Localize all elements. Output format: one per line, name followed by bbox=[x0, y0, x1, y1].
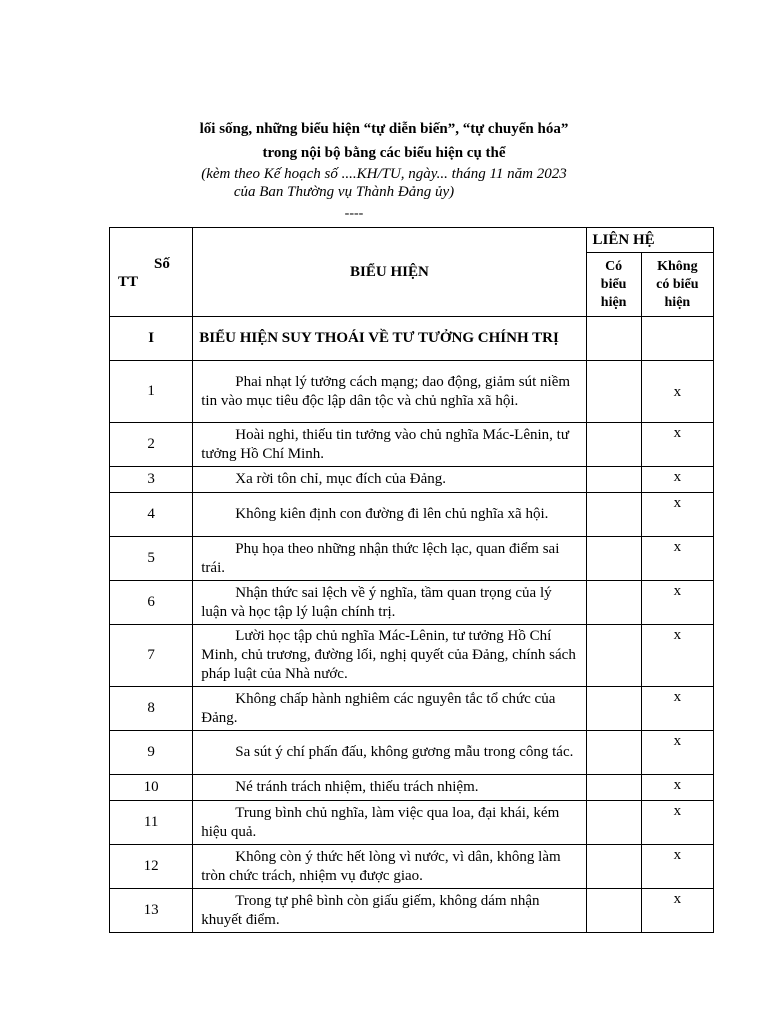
row-description: Lười học tập chủ nghĩa Mác-Lênin, tư tưởng Hồ Chí Minh, chủ trương, đường lối, nghị quyết của Đảng, chính sách pháp luật của Nhà nước. bbox=[193, 625, 586, 687]
table-row bbox=[110, 889, 714, 933]
row-description: Xa rời tôn chỉ, mục đích của Đảng. bbox=[193, 467, 586, 493]
table-row bbox=[110, 423, 714, 467]
header-lienhe: LIÊN HỆ bbox=[586, 228, 713, 253]
table-row bbox=[110, 467, 714, 493]
row-co-bieuhien-mark bbox=[586, 731, 641, 775]
row-khong-bieuhien-mark: x bbox=[641, 731, 713, 775]
header-bieuhien: BIỂU HIỆN bbox=[193, 228, 586, 317]
row-khong-bieuhien-mark: x bbox=[641, 775, 713, 801]
row-number: 12 bbox=[110, 845, 193, 889]
row-number: 10 bbox=[110, 775, 193, 801]
row-number: 7 bbox=[110, 625, 193, 687]
row-co-bieuhien-mark bbox=[586, 775, 641, 801]
section-row bbox=[110, 317, 714, 361]
table-row bbox=[110, 493, 714, 537]
row-khong-bieuhien-mark: x bbox=[641, 361, 713, 423]
row-khong-bieuhien-mark: x bbox=[641, 423, 713, 467]
row-khong-bieuhien-mark: x bbox=[641, 493, 713, 537]
section-title: BIỂU HIỆN SUY THOÁI VỀ TƯ TƯỞNG CHÍNH TRỊ bbox=[193, 317, 586, 361]
table-row bbox=[110, 775, 714, 801]
header-stt-cell bbox=[110, 228, 193, 317]
row-co-bieuhien-mark bbox=[586, 493, 641, 537]
row-co-bieuhien-mark bbox=[586, 625, 641, 687]
row-description: Không còn ý thức hết lòng vì nước, vì dân, không làm tròn chức trách, nhiệm vụ được giao. bbox=[193, 845, 586, 889]
row-co-bieuhien-mark bbox=[586, 537, 641, 581]
row-description: Không kiên định con đường đi lên chủ nghĩa xã hội. bbox=[193, 493, 586, 537]
row-khong-bieuhien-mark: x bbox=[641, 581, 713, 625]
row-khong-bieuhien-mark: x bbox=[641, 687, 713, 731]
row-co-bieuhien-mark bbox=[586, 423, 641, 467]
row-khong-bieuhien-mark: x bbox=[641, 537, 713, 581]
row-number: 1 bbox=[110, 361, 193, 423]
row-number: 5 bbox=[110, 537, 193, 581]
doc-title-line-1: lối sống, những biểu hiện “tự diễn biến”, “tự chuyển hóa” bbox=[199, 121, 569, 137]
row-number: 13 bbox=[110, 889, 193, 933]
row-number: 2 bbox=[110, 423, 193, 467]
row-khong-bieuhien-mark: x bbox=[641, 889, 713, 933]
row-khong-bieuhien-mark: x bbox=[641, 467, 713, 493]
header-co-bieuhien: Có biểu hiện bbox=[586, 253, 641, 317]
section-number: I bbox=[110, 317, 193, 361]
row-khong-bieuhien-mark: x bbox=[641, 801, 713, 845]
row-description: Phụ họa theo những nhận thức lệch lạc, quan điểm sai trái. bbox=[193, 537, 586, 581]
row-description: Không chấp hành nghiêm các nguyên tắc tổ chức của Đảng. bbox=[193, 687, 586, 731]
row-description: Hoài nghi, thiếu tin tưởng vào chủ nghĩa Mác-Lênin, tư tưởng Hồ Chí Minh. bbox=[193, 423, 586, 467]
header-tt-label: TT bbox=[118, 274, 139, 290]
row-description: Trong tự phê bình còn giấu giếm, không dám nhận khuyết điểm. bbox=[193, 889, 586, 933]
row-description: Trung bình chủ nghĩa, làm việc qua loa, đại khái, kém hiệu quả. bbox=[193, 801, 586, 845]
row-co-bieuhien-mark bbox=[586, 361, 641, 423]
row-number: 11 bbox=[110, 801, 193, 845]
row-number: 4 bbox=[110, 493, 193, 537]
doc-separator: ---- bbox=[344, 206, 364, 221]
table-row bbox=[110, 581, 714, 625]
row-description: Nhận thức sai lệch về ý nghĩa, tầm quan trọng của lý luận và học tập lý luận chính trị. bbox=[193, 581, 586, 625]
header-so-label: Số bbox=[154, 256, 170, 272]
section-co-cell bbox=[586, 317, 641, 361]
row-co-bieuhien-mark bbox=[586, 581, 641, 625]
row-description: Phai nhạt lý tưởng cách mạng; dao động, giảm sút niềm tin vào mục tiêu độc lập dân tộc và chủ nghĩa xã hội. bbox=[193, 361, 586, 423]
row-co-bieuhien-mark bbox=[586, 845, 641, 889]
row-number: 6 bbox=[110, 581, 193, 625]
row-co-bieuhien-mark bbox=[586, 889, 641, 933]
table-row bbox=[110, 801, 714, 845]
row-description: Né tránh trách nhiệm, thiếu trách nhiệm. bbox=[193, 775, 586, 801]
table-row bbox=[110, 687, 714, 731]
section-khong-cell bbox=[641, 317, 713, 361]
table-row bbox=[110, 537, 714, 581]
row-description: Sa sút ý chí phấn đấu, không gương mẫu trong công tác. bbox=[193, 731, 586, 775]
assessment-table bbox=[109, 227, 714, 933]
row-co-bieuhien-mark bbox=[586, 801, 641, 845]
row-number: 9 bbox=[110, 731, 193, 775]
row-co-bieuhien-mark bbox=[586, 467, 641, 493]
doc-title-line-2: trong nội bộ bằng các biểu hiện cụ thể bbox=[262, 145, 506, 161]
row-number: 3 bbox=[110, 467, 193, 493]
table-row bbox=[110, 731, 714, 775]
row-khong-bieuhien-mark: x bbox=[641, 625, 713, 687]
header-khong-co-bieuhien: Không có biểu hiện bbox=[641, 253, 713, 317]
doc-subtitle-line-2: của Ban Thường vụ Thành Đảng ủy) bbox=[233, 184, 455, 200]
table-row bbox=[110, 361, 714, 423]
row-number: 8 bbox=[110, 687, 193, 731]
table-row bbox=[110, 845, 714, 889]
row-khong-bieuhien-mark: x bbox=[641, 845, 713, 889]
table-row bbox=[110, 625, 714, 687]
doc-subtitle-line-1: (kèm theo Kế hoạch số ....KH/TU, ngày... tháng 11 năm 2023 bbox=[201, 166, 567, 182]
table-header-row bbox=[110, 228, 714, 253]
row-co-bieuhien-mark bbox=[586, 687, 641, 731]
